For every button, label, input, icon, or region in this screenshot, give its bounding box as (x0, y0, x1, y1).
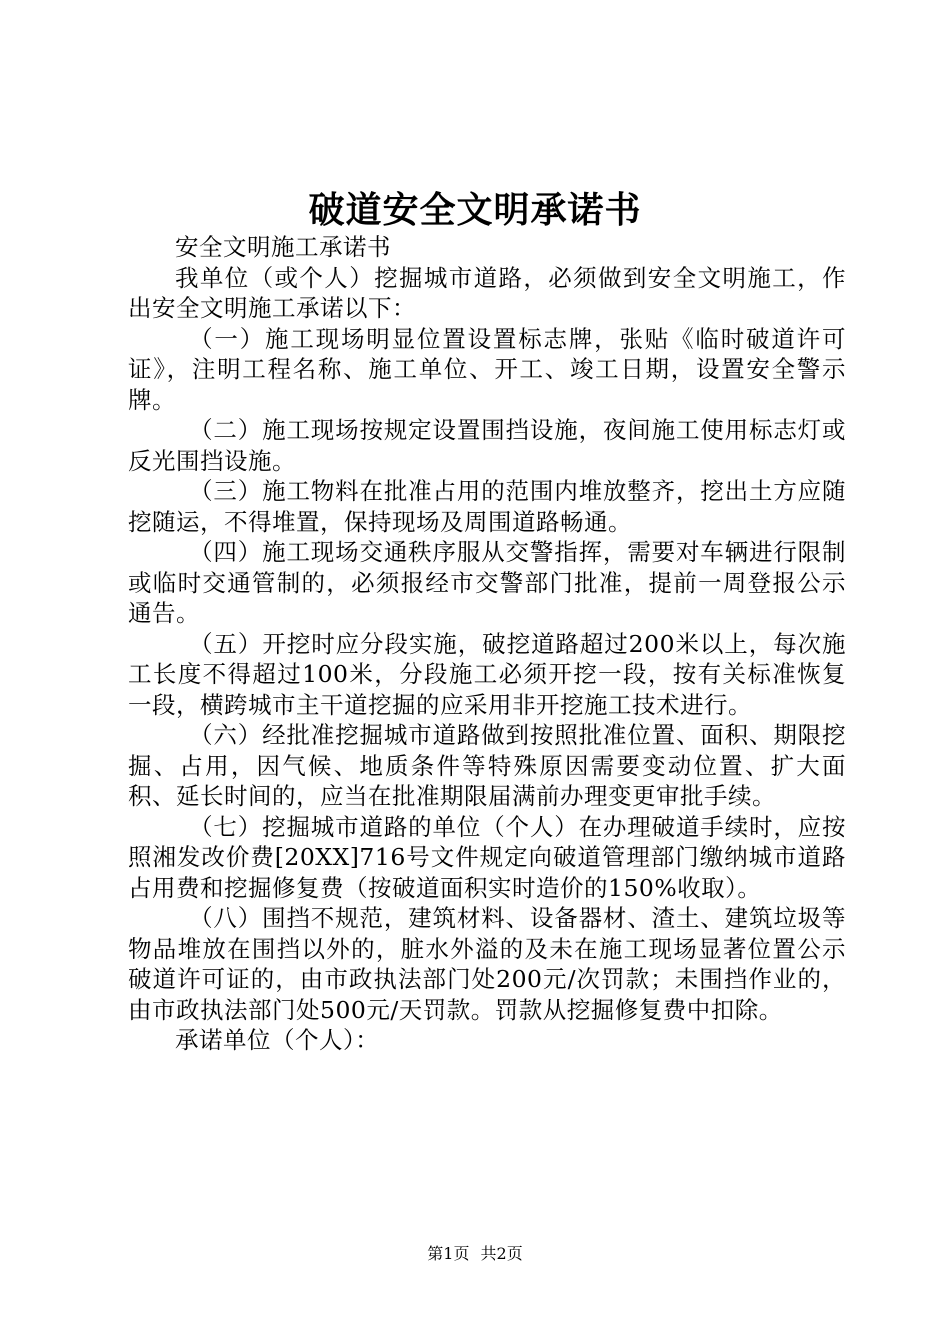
item-paragraph-2: （二）施工现场按规定设置围挡设施，夜间施工使用标志灯或反光围挡设施。 (128, 416, 846, 475)
item-paragraph-5: （五）开挖时应分段实施，破挖道路超过200米以上，每次施工长度不得超过100米，分段施工必须开挖一段，按有关标准恢复一段，横跨城市主干道挖掘的应采用非开挖施工技术进行。 (128, 629, 846, 719)
item-paragraph-1: （一）施工现场明显位置设置标志牌，张贴《临时破道许可证》，注明工程名称、施工单位、开工、竣工日期，设置安全警示牌。 (128, 324, 846, 414)
signature-line: 承诺单位（个人）： (175, 1026, 380, 1054)
intro-paragraph: 我单位（或个人）挖掘城市道路，必须做到安全文明施工，作出安全文明施工承诺以下： (128, 263, 846, 322)
item-paragraph-6: （六）经批准挖掘城市道路做到按照批准位置、面积、期限挖掘、占用，因气候、地质条件等特殊原因需要变动位置、扩大面积、延长时间的，应当在批准期限届满前办理变更审批手续。 (128, 721, 846, 810)
item-paragraph-7: （七）挖掘城市道路的单位（个人）在办理破道手续时，应按照湘发改价费[20XX]716号文件规定向破道管理部门缴纳城市道路占用费和挖掘修复费（按破道面积实时造价的150%收取）。 (128, 812, 846, 902)
document-body (128, 232, 846, 1056)
document-title: 破道安全文明承诺书 (308, 189, 642, 231)
item-paragraph-3: （三）施工物料在批准占用的范围内堆放整齐，挖出土方应随挖随运，不得堆置，保持现场及周围道路畅通。 (128, 477, 846, 536)
page-number-current: 第1页 (427, 1244, 470, 1263)
page-footer (0, 1244, 950, 1264)
page-number-total: 共2页 (480, 1244, 523, 1263)
document-subtitle: 安全文明施工承诺书 (175, 233, 391, 261)
item-paragraph-4: （四）施工现场交通秩序服从交警指挥，需要对车辆进行限制或临时交通管制的，必须报经市交警部门批准，提前一周登报公示通告。 (128, 538, 846, 627)
item-paragraph-8: （八）围挡不规范，建筑材料、设备器材、渣土、建筑垃圾等物品堆放在围挡以外的，脏水外溢的及未在施工现场显著位置公示破道许可证的，由市政执法部门处200元/次罚款；未围挡作业的，由市政执法部门处500元/天罚款。罚款从挖掘修复费中扣除。 (128, 904, 846, 1024)
